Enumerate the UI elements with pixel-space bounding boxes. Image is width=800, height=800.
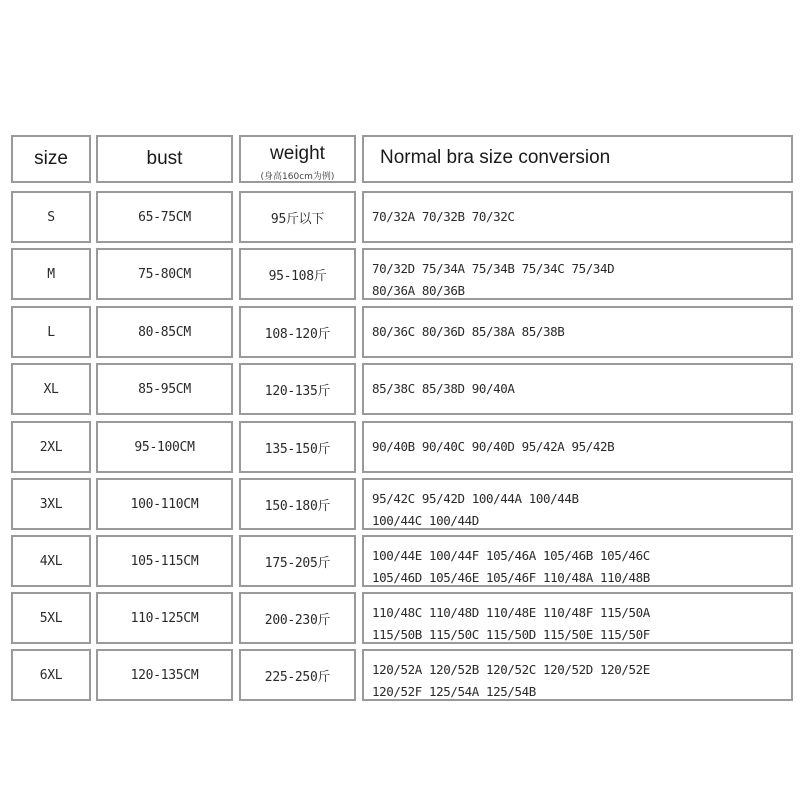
conversion-line: 120/52A 120/52B 120/52C 120/52D 120/52E [372,662,650,677]
conversion-line: 100/44E 100/44F 105/46A 105/46B 105/46C [372,548,650,563]
weight-cell [239,191,356,243]
bust-cell [96,592,233,644]
header-size-label: size [34,148,68,169]
bust-cell [96,478,233,530]
size-value: M [47,266,55,282]
conversion-line: 80/36A 80/36B [372,283,465,298]
weight-value: 225-250斤 [264,669,331,685]
size-cell [11,191,91,243]
size-value: XL [43,381,59,397]
size-cell [11,592,91,644]
header-conversion-label: Normal bra size conversion [380,147,611,168]
header-weight [239,135,356,183]
bust-cell [96,421,233,473]
weight-value: 175-205斤 [264,555,331,571]
bust-value: 105-115CM [130,553,199,569]
size-value: 4XL [39,553,63,569]
bust-value: 95-100CM [134,439,195,455]
header-bust [96,135,233,183]
weight-cell [239,535,356,587]
conversion-cell [362,592,793,644]
bust-cell [96,363,233,415]
weight-cell [239,592,356,644]
weight-value: 135-150斤 [264,441,331,457]
conversion-cell [362,421,793,473]
bust-value: 110-125CM [130,610,199,626]
conversion-line: 80/36C 80/36D 85/38A 85/38B [372,324,565,339]
weight-cell [239,306,356,358]
size-cell [11,535,91,587]
conversion-line: 105/46D 105/46E 105/46F 110/48A 110/48B [372,570,650,585]
bust-value: 75-80CM [138,266,191,282]
weight-cell [239,363,356,415]
conversion-line: 95/42C 95/42D 100/44A 100/44B [372,491,579,506]
size-value: 5XL [39,610,63,626]
size-value: 2XL [39,439,63,455]
conversion-cell [362,363,793,415]
conversion-cell [362,478,793,530]
size-value: L [47,324,55,340]
header-conversion [362,135,793,183]
bust-value: 65-75CM [138,209,191,225]
header-size [11,135,91,183]
weight-value: 120-135斤 [264,383,331,399]
weight-value: 108-120斤 [264,326,331,342]
conversion-line: 110/48C 110/48D 110/48E 110/48F 115/50A [372,605,650,620]
header-weight-label: weight [270,143,325,164]
size-cell [11,306,91,358]
conversion-cell [362,535,793,587]
size-cell [11,363,91,415]
conversion-cell [362,191,793,243]
conversion-cell [362,649,793,701]
conversion-cell [362,248,793,300]
conversion-line: 70/32A 70/32B 70/32C [372,209,515,224]
bust-cell [96,191,233,243]
conversion-cell [362,306,793,358]
weight-value: 150-180斤 [264,498,331,514]
weight-value: 95-108斤 [268,268,327,284]
conversion-line: 120/52F 125/54A 125/54B [372,684,536,699]
size-value: 6XL [39,667,63,683]
size-value: S [47,209,55,225]
size-cell [11,649,91,701]
size-cell [11,478,91,530]
header-weight-note: (身高160cm为例) [260,172,335,182]
size-cell [11,421,91,473]
conversion-line: 70/32D 75/34A 75/34B 75/34C 75/34D [372,261,615,276]
conversion-line: 100/44C 100/44D [372,513,479,528]
bust-value: 100-110CM [130,496,199,512]
weight-cell [239,478,356,530]
weight-cell [239,649,356,701]
weight-value: 95斤以下 [270,211,325,227]
size-cell [11,248,91,300]
conversion-line: 115/50B 115/50C 115/50D 115/50E 115/50F [372,627,650,642]
conversion-line: 90/40B 90/40C 90/40D 95/42A 95/42B [372,439,615,454]
size-chart-table [11,135,793,709]
weight-value: 200-230斤 [264,612,331,628]
bust-value: 80-85CM [138,324,191,340]
conversion-line: 85/38C 85/38D 90/40A [372,381,515,396]
bust-cell [96,248,233,300]
bust-value: 85-95CM [138,381,191,397]
header-bust-label: bust [146,148,183,169]
bust-value: 120-135CM [130,667,199,683]
bust-cell [96,535,233,587]
size-value: 3XL [39,496,63,512]
weight-cell [239,421,356,473]
weight-cell [239,248,356,300]
bust-cell [96,649,233,701]
bust-cell [96,306,233,358]
